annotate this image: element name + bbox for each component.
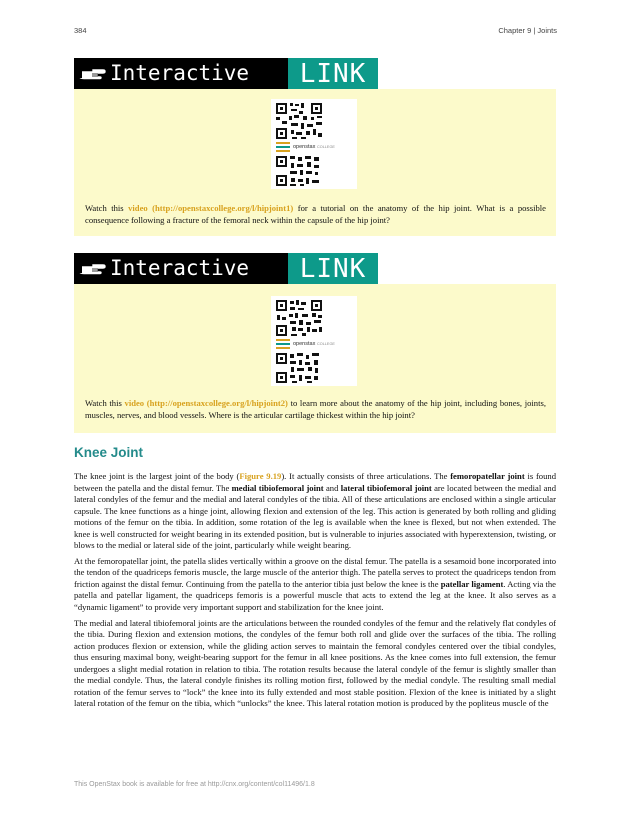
figure-link[interactable]: Figure 9.19 bbox=[239, 471, 282, 481]
banner-link: LINK bbox=[299, 253, 367, 284]
qr-label: openstax bbox=[293, 341, 316, 347]
qr-code-2[interactable] bbox=[271, 296, 357, 386]
section-heading: Knee Joint bbox=[74, 445, 144, 460]
interactive-link-text-1: Watch this video (http://openstaxcollege.org/l/hipjoint1) for a tutorial on the anatomy of the hip joint. What is a possible consequence following a fracture of the femoral neck within the capsule of the hip joint? bbox=[85, 203, 546, 225]
qr-label: openstax bbox=[293, 144, 316, 150]
banner-link: LINK bbox=[299, 58, 367, 89]
paragraph-3: The medial and lateral tibiofemoral joints are the articulations between the rounded condyles of the femur and the relatively flat condyles of the tibia. During flexion and extension motions, the condyles of the femur both roll and glide over the surfaces of the tibia. The rolling action produces flexion or extension, while the gliding action serves to maintain the femoral condyles centered over the tibial condyles, thus ensuring maximal bony, weight-bearing support for the femur in all knee positions. As the knee comes into full extension, the femur undergoes a slight medial rotation in relation to tibia. The rotation results because the lateral condyle of the femur is slightly smaller than the medial condyle. Thus, the lateral condyle finishes its rolling motion first, followed by the medial condyle. The resulting small medial rotation of the femur serves to “lock” the knee into its fully extended and most stable position. Flexion of the knee is initiated by a slight lateral rotation of the femur on the tibia, which “unlocks” the knee. This lateral rotation motion is produced by the popliteus muscle of the bbox=[74, 617, 556, 709]
svg-text:COLLEGE: COLLEGE bbox=[317, 342, 335, 346]
section-body bbox=[74, 471, 556, 714]
key-term: lateral tibiofemoral joint bbox=[340, 482, 432, 493]
interactive-link-banner-2 bbox=[74, 253, 378, 284]
interactive-link-box-2 bbox=[74, 284, 556, 433]
qr-code-1[interactable] bbox=[271, 99, 357, 189]
key-term: femoropatellar joint bbox=[450, 471, 525, 481]
video-link-2[interactable]: video (http://openstaxcollege.org/l/hipjoint2) bbox=[124, 398, 288, 408]
paragraph-2: At the femoropatellar joint, the patella slides vertically within a groove on the distal femur. The patella is a sesamoid bone incorporated into the tendon of the quadriceps femoris muscle, the large muscle of the anterior thigh. The patella serves to protect the quadriceps tendon from friction against the distal femur. Continuing from the patella to the anterior tibia just below the knee is the patellar ligament. Acting via the patella and patellar ligament, the quadriceps femoris is a powerful muscle that acts to extend the leg at the knee. It also serves as a “dynamic ligament” to provide very important support and stabilization for the knee joint. bbox=[74, 555, 556, 613]
page-footer: This OpenStax book is available for free at http://cnx.org/content/col11496/1.8 bbox=[74, 781, 315, 788]
key-term: medial tibiofemoral joint bbox=[231, 482, 324, 493]
interactive-link-text-2: Watch this video (http://openstaxcollege.org/l/hipjoint2) to learn more about the anatomy of the hip joint, including bones, joints, muscles, nerves, and blood vessels. Where is the articular cartilage thickest within the hip joint? bbox=[85, 398, 546, 420]
page-number: 384 bbox=[74, 26, 87, 35]
pointing-hand-icon bbox=[74, 58, 110, 89]
interactive-link-banner-1 bbox=[74, 58, 378, 89]
svg-text:COLLEGE: COLLEGE bbox=[317, 145, 335, 149]
chapter-title: Chapter 9 | Joints bbox=[498, 26, 557, 35]
video-link-1[interactable]: video (http://openstaxcollege.org/l/hipjoint1) bbox=[128, 203, 294, 213]
interactive-link-box-1 bbox=[74, 89, 556, 236]
pointing-hand-icon bbox=[74, 253, 110, 284]
key-term: patellar ligament bbox=[440, 578, 504, 589]
banner-word: Interactive bbox=[110, 256, 250, 280]
paragraph-1: The knee joint is the largest joint of the body (Figure 9.19). It actually consists of three articulations. The femoropatellar joint is found between the patella and the distal femur. The medial tibiofemoral joint and lateral tibiofemoral joint are located between the medial and lateral condyles of the femur and the medial and lateral condyles of the tibia. All of these articulations are enclosed within a single articular capsule. The knee functions as a hinge joint, allowing flexion and extension of the leg. This action is generated by both rolling and gliding motions of the femur on the tibia. In addition, some rotation of the leg is available when the knee is flexed, but not when extended. The knee is well constructed for weight bearing in its extended position, but is vulnerable to injuries associated with hyperextension, twisting, or blows to the medial or lateral side of the joint, particularly while weight bearing. bbox=[74, 471, 556, 551]
banner-word: Interactive bbox=[110, 61, 250, 85]
page-header bbox=[74, 26, 557, 38]
